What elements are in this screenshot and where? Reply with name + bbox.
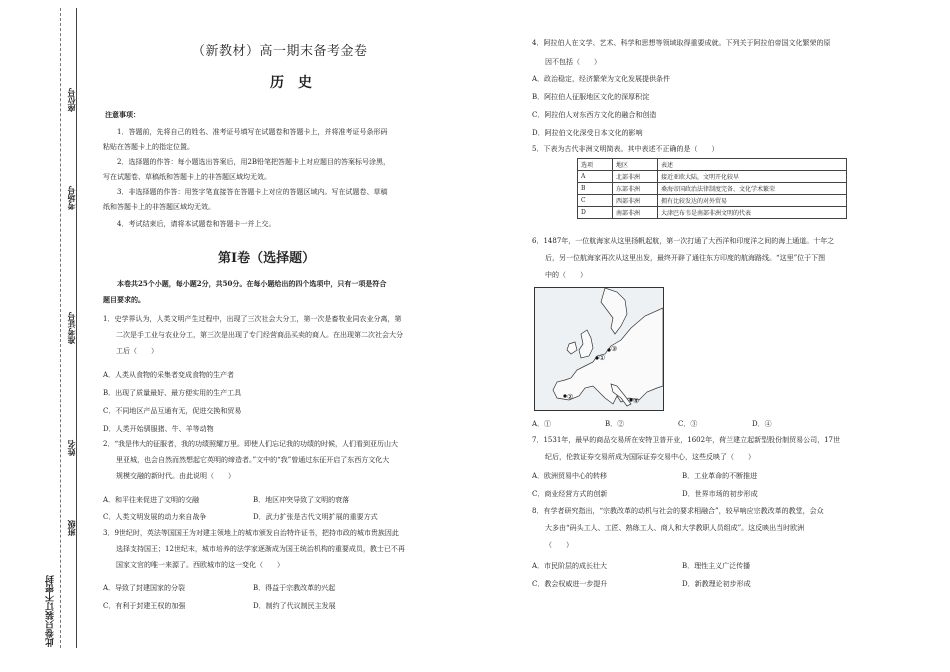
- table-cell: C: [578, 195, 613, 207]
- table-cell: 北部非洲: [613, 171, 658, 183]
- question-3-option-a[interactable]: A．导致了封建国家的分裂: [103, 584, 186, 592]
- stem-line: 工后（ ）: [116, 347, 158, 355]
- britain-land: [579, 330, 593, 358]
- question-8-option-a[interactable]: A．市民阶层的成长壮大: [532, 562, 608, 570]
- europe-mainland: [553, 308, 663, 404]
- section-title: 第Ⅰ卷（选择题）: [218, 251, 316, 266]
- question-5-stem: 5．下表为古代非洲文明简表。其中表述不正确的是（ ）: [532, 145, 719, 153]
- question-1-stem: [103, 313, 403, 357]
- stem-line: 规模交融的新时代。由此说明（ ）: [116, 472, 235, 480]
- question-4-stem: [532, 37, 830, 68]
- notice-line: 粘贴在答题卡上的指定位置。: [103, 143, 194, 151]
- ireland-land: [567, 342, 577, 354]
- question-8-stem: [532, 505, 824, 551]
- stem-line: （ ）: [545, 541, 573, 549]
- stem-line: 7．1531年，最早的商品交易所在安特卫普开业，1602年，荷兰建立起新型股份制贸易公司，17世: [532, 436, 840, 444]
- notice-line: 纸和答题卡上的非答题区域均无效。: [103, 203, 215, 211]
- stem-line: 8．有学者研究指出，“宗教改革的动机与社会的要求相融合”，较早响应宗教改革的教堂，会众: [532, 507, 824, 515]
- table-row: [578, 207, 847, 219]
- europe-map: [534, 287, 664, 411]
- table-cell: 东部非洲: [613, 183, 658, 195]
- question-8-option-d[interactable]: D．新教理论初步形成: [682, 580, 751, 588]
- question-4-option-d[interactable]: D．阿拉伯文化深受日本文化的影响: [532, 129, 643, 137]
- question-3-stem: [103, 527, 405, 571]
- question-7-option-a[interactable]: A．欧洲贸易中心的转移: [532, 472, 608, 480]
- class-label: 班级: [67, 520, 76, 536]
- table-header: 选项: [578, 159, 613, 171]
- question-1-option-b[interactable]: B．出现了质量最好、最方便实用的生产工具: [103, 389, 242, 397]
- table-cell: 西部非洲: [613, 195, 658, 207]
- stem-line: 6．1487年，一位航海家从这里扬帆起航，第一次打通了大西洋和印度洋之间的海上通道。十年之: [532, 237, 835, 245]
- question-6-stem: [532, 235, 834, 281]
- stem-line: 选择支持国王；12世纪末，城市培养的法学家逐渐成为国王统治机构的重要成员，教士已不再: [116, 545, 405, 553]
- table-cell: 桑海帝国政治法律制度完备、文化学术繁荣: [658, 183, 847, 195]
- question-4-option-a[interactable]: A．政治稳定，经济繁荣为文化发展提供条件: [532, 75, 671, 83]
- question-7-option-b[interactable]: B．工业革命的不断推进: [682, 472, 758, 480]
- map-marker-2: ②: [567, 393, 574, 401]
- question-8-option-b[interactable]: B．理性主义广泛传播: [682, 562, 751, 570]
- question-1-option-c[interactable]: C．不同地区产品互通有无，促进交换和贸易: [103, 407, 242, 415]
- subject-title: 历 史: [270, 75, 312, 91]
- seat-no-field[interactable]: [76, 55, 77, 85]
- question-1-option-a[interactable]: A．人类从食物的采集者变成食物的生产者: [103, 371, 235, 379]
- question-3-option-c[interactable]: C．有利于封建王权的加强: [103, 602, 186, 610]
- stem-line: 后，另一位航海家再次从这里出发，最终开辟了通往东方印度的航海路线。“这里”位于下图: [545, 254, 826, 262]
- table-cell: D: [578, 207, 613, 219]
- question-4-option-c[interactable]: C．阿拉伯人对东西方文化的融合和创造: [532, 111, 657, 119]
- exam-title: （新教材）高一期末备考金卷: [192, 44, 368, 59]
- seal-dashed-line: [60, 8, 61, 648]
- table-header: 表述: [658, 159, 847, 171]
- stem-line: 4．阿拉伯人在文学、艺术、科学和思想等领域取得重要成就。下列关于阿拉伯帝国文化繁荣的原: [532, 39, 831, 47]
- notice-line: 3．非选择题的作答：用签字笔直接答在答题卡上对应的答题区域内。写在试题卷、草稿: [117, 188, 388, 196]
- africa-civilization-table: [577, 158, 847, 219]
- map-marker-3: ③: [611, 345, 618, 353]
- scandinavia-land: [601, 288, 627, 334]
- stem-line: 里亚城，也会自然而然想起它英明的缔造者。”文中的“我”曾通过东征开启了东西方文化大: [116, 456, 390, 464]
- question-6-option-c[interactable]: C．③: [678, 420, 698, 428]
- question-6-option-b[interactable]: B．②: [605, 420, 625, 428]
- exam-room-label: 考场号: [67, 186, 76, 210]
- table-cell: 大津巴布韦是南部非洲文明的代表: [658, 207, 847, 219]
- stem-line: 2．“我是伟大的征服者，我的功绩照耀万里。即使人们忘记我的功绩的时候，人们看到亚历山大: [103, 440, 399, 448]
- stem-line: 1．史学界认为，人类文明产生过程中，出现了三次社会大分工，第一次是畜牧业同农业分离，第: [103, 315, 402, 323]
- question-6-option-a[interactable]: A．①: [532, 420, 552, 428]
- table-cell: 接近亚欧大陆，文明开化较早: [658, 171, 847, 183]
- question-2-option-d[interactable]: D．武力扩张是古代文明扩展的重要方式: [253, 513, 378, 521]
- stem-line: 因不包括（ ）: [545, 58, 601, 66]
- notice-line: 4．考试结束后，请将本试题卷和答题卡一并上交。: [117, 220, 276, 228]
- table-row: [578, 171, 847, 183]
- stem-line: 3．9世纪时，英法等国国王为对建主领地上的城市颁发自治特许证书，把持市政的城市贵族因此: [103, 529, 399, 537]
- question-7-stem: [532, 434, 840, 463]
- table-cell: B: [578, 183, 613, 195]
- question-2-option-a[interactable]: A．和平往来促进了文明的交融: [103, 496, 200, 504]
- notice-line: 2．选择题的作答：每小题选出答案后，用2B铅笔把答题卡上对应题目的答案标号涂黑，: [117, 158, 391, 166]
- ticket-no-label: 准考证号: [67, 312, 76, 344]
- table-row: [578, 183, 847, 195]
- question-7-option-d[interactable]: D．世界市场的初步形成: [682, 490, 758, 498]
- question-4-option-b[interactable]: B．阿拉伯人征服地区文化的深厚积淀: [532, 93, 650, 101]
- question-1-option-d[interactable]: D．人类开始驯服猪、牛、羊等动物: [103, 425, 214, 433]
- stem-line: 国家文官的唯一来源了。西欧城市的这一变化（ ）: [116, 561, 284, 569]
- seat-no-label: 座位号: [67, 88, 76, 112]
- table-cell: 南部非洲: [613, 207, 658, 219]
- question-7-option-c[interactable]: C．商业经营方式的创新: [532, 490, 608, 498]
- stem-line: 纪后，伦敦证券交易所成为国际证券交易中心，这些反映了（ ）: [545, 453, 755, 461]
- seal-notice: 此卷只装订不密封: [46, 575, 56, 647]
- table-header-row: [578, 159, 847, 171]
- map-marker-4: ④: [633, 397, 640, 405]
- question-3-option-b[interactable]: B．得益于宗教改革的兴起: [253, 584, 336, 592]
- map-marker-1: ①: [599, 354, 606, 362]
- stem-line: 大多由“码头工人、工匠、熟练工人、商人和大学教职人员组成”。这反映出当时欧洲: [545, 524, 805, 532]
- stem-line: 中的（ ）: [545, 271, 587, 279]
- question-6-option-d[interactable]: D．④: [752, 420, 772, 428]
- question-2-option-b[interactable]: B．地区冲突导致了文明的衰落: [253, 496, 350, 504]
- europe-map-svg: [535, 288, 663, 410]
- table-row: [578, 195, 847, 207]
- question-2-stem: [103, 438, 398, 482]
- question-2-option-c[interactable]: C．人类文明发展的动力来自战争: [103, 513, 207, 521]
- table-cell: A: [578, 171, 613, 183]
- table-header: 地区: [613, 159, 658, 171]
- section-instructions: 本卷共25个小题，每小题2分，共50分。在每小题给出的四个选项中，只有一项是符合: [117, 279, 387, 288]
- name-label: 姓名: [67, 440, 76, 456]
- section-instructions: 题目要求的。: [103, 295, 145, 304]
- table-cell: 拥有比较发达的对外贸易: [658, 195, 847, 207]
- notice-line: 1．答题前，先将自己的姓名、准考证号填写在试题卷和答题卡上，并将准考证号条形码: [117, 128, 388, 136]
- notice-heading: 注意事项：: [105, 110, 140, 119]
- question-3-option-d[interactable]: D．制约了代议制民主发展: [253, 602, 336, 610]
- notice-line: 写在试题卷、草稿纸和答题卡上的非答题区域均无效。: [103, 173, 271, 181]
- stem-line: 二次是手工业与农业分工，第三次是出现了专门经营商品买卖的商人。在出现第二次社会大分: [116, 331, 403, 339]
- question-8-option-c[interactable]: C．教会权威进一步提升: [532, 580, 608, 588]
